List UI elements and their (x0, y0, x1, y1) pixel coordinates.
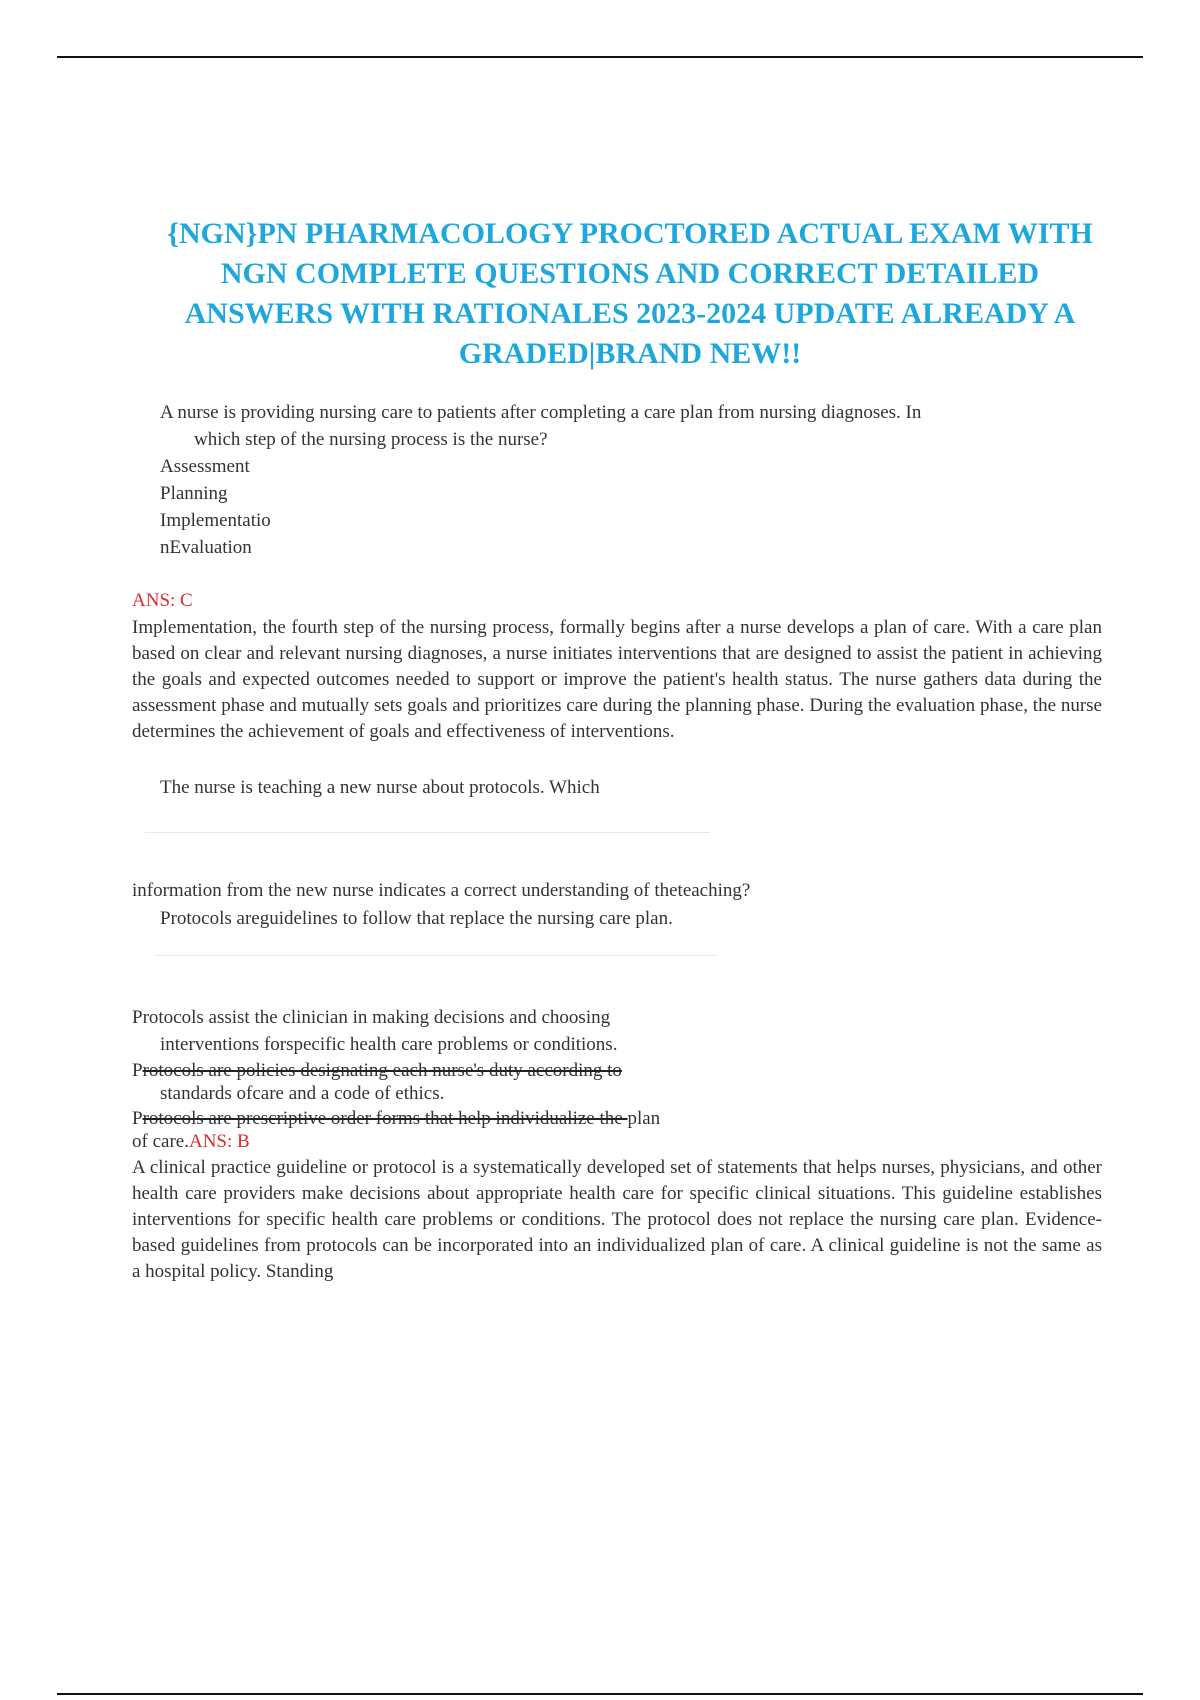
faint-divider-2 (155, 955, 717, 956)
q1-question-line1: A nurse is providing nursing care to patients after completing a care plan from nursing diagnoses. In (160, 402, 922, 423)
q1-option-c: Implementatio (160, 510, 271, 531)
top-rule (57, 56, 1143, 58)
q1-question-line2: which step of the nursing process is the nurse? (194, 429, 548, 450)
q2-option-d-struck: rotocols are prescriptive order forms that help individualize the (142, 1108, 628, 1129)
q2-option-c-line2: standards ofcare and a code of ethics. (160, 1083, 445, 1104)
q1-option-d: nEvaluation (160, 537, 252, 558)
q2-question-cont: information from the new nurse indicates a correct understanding of theteaching? (132, 880, 751, 901)
faint-divider-1 (145, 832, 710, 833)
q2-option-d-tail: plan (627, 1108, 661, 1129)
q2-option-d-line2 (132, 1129, 250, 1155)
q2-option-d-first-letter: P (132, 1108, 143, 1129)
q2-answer: ANS: B (188, 1131, 250, 1152)
q2-option-d-line2-text: of care. (132, 1131, 189, 1152)
q2-question-start: The nurse is teaching a new nurse about protocols. Which (160, 777, 600, 798)
q2-option-b-line2: interventions forspecific health care problems or conditions. (160, 1034, 618, 1055)
bottom-rule (57, 1693, 1143, 1695)
q2-option-a: Protocols areguidelines to follow that replace the nursing care plan. (160, 908, 673, 929)
q1-answer: ANS: C (132, 590, 193, 611)
document-title: {NGN}PN PHARMACOLOGY PROCTORED ACTUAL EXAM WITH NGN COMPLETE QUESTIONS AND CORRECT DETAILED ANSWERS WITH RATIONALES 2023-2024 UPDATE ALREADY A GRADED|BRAND NEW!! (167, 217, 1093, 370)
q2-option-c-struck: rotocols are policies designating each nurse's duty according to (142, 1060, 622, 1081)
q2-rationale: A clinical practice guideline or protocol is a systematically developed set of statements that helps nurses, physicians, and other health care providers make decisions about appropriate health care for specific clinical situations. This guideline establishes interventions for specific health care problems or conditions. The protocol does not replace the nursing care plan. Evidence- based guidelines from protocols can be incorporated into an individualized plan of care. A clinical guideline is not the same as a hospital policy. Standing (132, 1157, 1102, 1282)
q2-option-c-first-letter: P (132, 1060, 143, 1081)
q1-option-a: Assessment (160, 456, 250, 477)
q1-rationale: Implementation, the fourth step of the nursing process, formally begins after a nurse develops a plan of care. With a care plan based on clear and relevant nursing diagnoses, a nurse initiates interventions that are designed to assist the patient in achieving the goals and expected outcomes needed to support or improve the patient's health status. The nurse gathers data during the assessment phase and mutually sets goals and prioritizes care during the planning phase. During the evaluation phase, the nurse determines the achievement of goals and effectiveness of interventions. (132, 617, 1102, 742)
q2-option-b-line1: Protocols assist the clinician in making decisions and choosing (132, 1007, 611, 1028)
q1-option-b: Planning (160, 483, 228, 504)
